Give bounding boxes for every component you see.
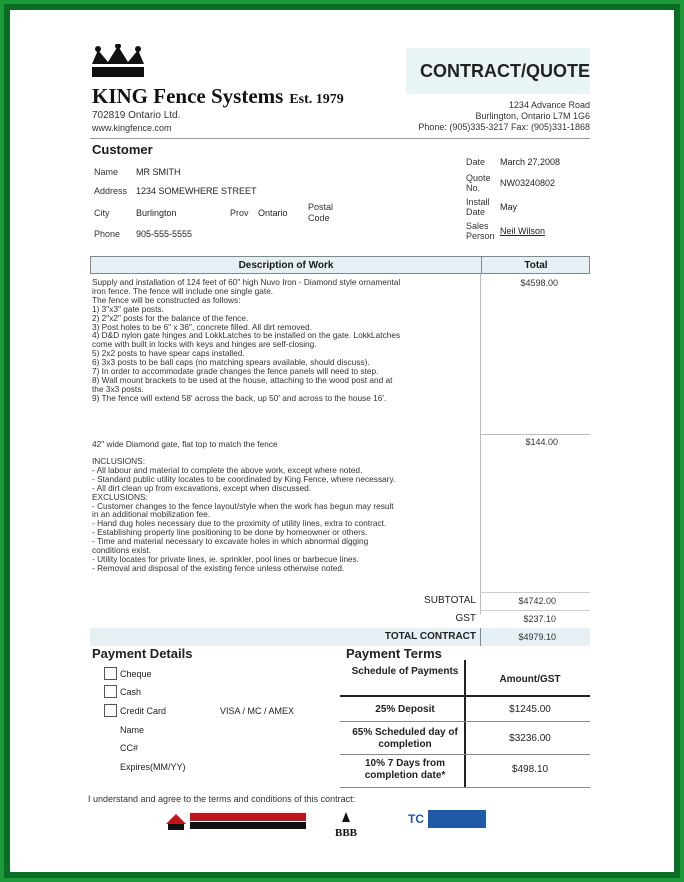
tc-logo — [404, 810, 486, 828]
bbb-logo — [328, 810, 364, 839]
customer-prov: Ontario — [258, 208, 288, 218]
terms-line: - Standard public utility locates to be coordinated by King Fence, where necessary. — [92, 473, 396, 484]
work-line: 5) 2x2 posts to have spear caps installed. — [92, 348, 245, 359]
customer-city: Burlington — [136, 208, 177, 218]
deposit-amount: $1245.00 — [509, 704, 551, 715]
bbb-logo-text: BBB — [334, 827, 357, 839]
customer-phone: 905-555-5555 — [136, 229, 193, 239]
cash-label: Cash — [120, 687, 142, 697]
install-date: May — [500, 202, 518, 212]
terms-line: in an additional mobilization fee. — [92, 509, 211, 520]
gst-label: GST — [455, 613, 476, 624]
total-separator — [480, 628, 481, 646]
card-name-label: Name — [120, 725, 145, 735]
row-rule — [340, 754, 590, 755]
prov-label: Prov — [230, 208, 249, 218]
gst-line — [480, 610, 590, 611]
sales-person-label: Sales Person — [466, 221, 495, 241]
final-payment-label: 10% 7 Days from completion date* — [364, 758, 446, 781]
work-line: 8) Wall mount brackets to be used at the house, attaching to the wood post and at — [92, 374, 393, 385]
work-line: 2) 2"x2" posts for the balance of the fence. — [92, 312, 249, 323]
work-line: The fence will be constructed as follows: — [92, 294, 241, 305]
contract-page — [10, 10, 674, 872]
terms-line: - Hand dug holes necessary due to the proximity of utility lines, extra to contract. — [92, 518, 387, 529]
association-logo-icon — [166, 810, 308, 832]
terms-line: - All dirt clean up from excavations, except when discussed. — [92, 482, 312, 493]
cheque-label: Cheque — [120, 669, 152, 679]
cheque-checkbox[interactable] — [104, 667, 117, 680]
payment-terms-divider — [464, 660, 466, 788]
date-label: Date — [466, 157, 486, 167]
work-line: 1) 3"x3" gate posts. — [92, 303, 164, 314]
card-expiry-label: Expires(MM/YY) — [120, 762, 186, 772]
terms-line: INCLUSIONS: — [92, 456, 146, 466]
work-line: 9) The fence will extend 58' across the back, up 50' and across to the house 16'. — [92, 392, 387, 403]
install-date-label: Install Date — [466, 197, 490, 217]
payment-terms-rule — [340, 695, 590, 697]
customer-name: MR SMITH — [136, 167, 181, 177]
agreement-statement: I understand and agree to the terms and conditions of this contract: — [88, 794, 356, 804]
final-payment-amount: $498.10 — [511, 764, 549, 775]
document-title: CONTRACT/QUOTE — [420, 61, 590, 81]
work-line: 6) 3x3 posts to be ball caps (no matching spears available, should discuss). — [92, 357, 370, 368]
bbb-torch-icon — [328, 811, 364, 823]
work-item-2: 42" wide Diamond gate, flat top to match the fence — [92, 439, 278, 449]
schedule-header: Schedule of Payments — [351, 666, 459, 677]
postal-label: Postal Code — [308, 202, 334, 223]
tc-logo-text: TC — [404, 810, 428, 828]
total-contract-label: TOTAL CONTRACT — [384, 631, 476, 642]
quote-number: NW03240802 — [500, 178, 556, 188]
card-number-label: CC# — [120, 743, 139, 753]
address-line-1: 1234 Advance Road — [508, 100, 590, 110]
terms-line: EXCLUSIONS: — [92, 491, 148, 502]
quote-date: March 27,2008 — [500, 157, 561, 167]
city-label: City — [94, 208, 110, 218]
name-label: Name — [94, 167, 119, 177]
item-1-amount: $4598.00 — [520, 278, 558, 288]
row-rule — [340, 787, 590, 788]
established-year: Est. 1979 — [289, 92, 344, 107]
work-line: Supply and installation of 124 feet of 60" high Nuvo Iron - Diamond style ornamental — [92, 277, 401, 287]
work-line: iron fence. The fence will include one single gate. — [92, 285, 274, 296]
quote-no-label: Quote No. — [466, 173, 491, 193]
work-line: 4) D&D nylon gate hinges and LokkLatches to be installed on the gate. LokkLatches — [92, 330, 401, 341]
credit-card-checkbox[interactable] — [104, 704, 117, 717]
terms-block — [92, 457, 482, 573]
brand-name: KING Fence Systems Est. 1979 — [92, 84, 344, 108]
total-header: Total — [524, 260, 548, 271]
terms-line: - Utility locates for private lines, ie. sprinkler, pool lines or barbecue lines. — [92, 553, 360, 564]
card-types: VISA / MC / AMEX — [220, 706, 295, 716]
terms-line: - All labour and material to complete the above work, except where noted. — [92, 464, 363, 475]
subtotal-label: SUBTOTAL — [424, 595, 476, 606]
address-line-2: Burlington, Ontario L7M 1G6 — [475, 111, 590, 121]
sales-person: Neil Wilson — [500, 226, 546, 236]
customer-heading: Customer — [92, 142, 153, 157]
amount-gst-header: Amount/GST — [499, 674, 561, 685]
work-line: 7) In order to accommodate grade changes the fence panels will need to step. — [92, 366, 379, 377]
crown-logo-icon — [90, 44, 146, 80]
work-item-1 — [92, 278, 482, 403]
subtotal-line — [480, 592, 590, 593]
completion-label: 65% Scheduled day of completion — [352, 727, 458, 750]
deposit-label: 25% Deposit — [375, 704, 435, 715]
payment-details-heading: Payment Details — [92, 646, 193, 661]
customer-address: 1234 SOMEWHERE STREET — [136, 186, 257, 196]
credit-card-label: Credit Card — [120, 706, 167, 716]
cash-checkbox[interactable] — [104, 685, 117, 698]
amount-divider — [480, 434, 590, 435]
work-line: come with built in locks with keys and hinges are self-closing. — [92, 339, 317, 350]
item-2-amount: $144.00 — [525, 437, 558, 447]
work-table-header — [90, 256, 590, 274]
phone-fax: Phone: (905)335-3217 Fax: (905)331-1868 — [418, 122, 590, 132]
company-number: 702819 Ontario Ltd. — [92, 110, 181, 121]
terms-line: - Customer changes to the fence layout/style when the work has begun may result — [92, 500, 394, 511]
terms-line: conditions exist. — [92, 545, 152, 556]
row-rule — [340, 721, 590, 722]
address-label: Address — [94, 186, 128, 196]
description-header: Description of Work — [238, 260, 334, 271]
header-divider — [90, 138, 590, 139]
payment-terms-heading: Payment Terms — [346, 646, 442, 661]
gst-amount: $237.10 — [523, 614, 556, 624]
work-line: the 3x3 posts. — [92, 383, 144, 394]
work-line: 3) Post holes to be 6" x 36", concrete filled. All dirt removed. — [92, 321, 312, 332]
terms-line: - Establishing property line positioning to be done by homeowner or others. — [92, 527, 368, 538]
subtotal-amount: $4742.00 — [518, 596, 556, 606]
total-contract-amount: $4979.10 — [518, 632, 556, 642]
phone-label: Phone — [94, 229, 121, 239]
website: www.kingfence.com — [92, 123, 172, 133]
terms-line: - Time and material necessary to excavate holes in which abnormal digging — [92, 536, 369, 547]
terms-line: - Removal and disposal of the existing fence unless otherwise noted. — [92, 562, 345, 573]
completion-amount: $3236.00 — [509, 733, 551, 744]
